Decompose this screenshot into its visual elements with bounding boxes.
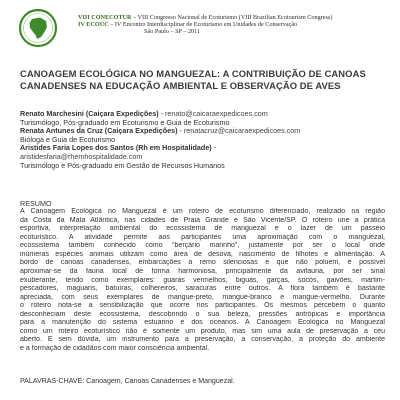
abstract-line: para a manutenção do sistema estuarino e dos oceanos. A Canoagem Ecológica no Manguezal	[20, 319, 385, 327]
author-bio: Bióloga e Guia de Ecoturismo	[20, 134, 116, 144]
abstract-body	[20, 208, 385, 354]
author-email[interactable]: aristidesfaria@rhemhospitalidade.com	[20, 151, 143, 161]
keywords: PALAVRAS-CHAVE: Canoagem, Canoas Canadenses e Manguezal.	[20, 378, 235, 385]
conecotur-logo-icon	[18, 8, 58, 48]
abstract-line: bordo de canoas canadenses, embarcações a remo silenciosas e que não poluem, é possível	[20, 259, 385, 267]
abstract-line: e a formação de cidadãos com maior consciência ambiental.	[20, 345, 210, 352]
abstract-line: inúmeras espécies animais utilizam como área de desova, nascimento de filhotes e alimentação. A	[20, 250, 385, 258]
author-bio: Turismólogo, Pós-graduado em Ecoturismo e Guia de Ecoturismo	[20, 117, 230, 127]
author-name: Renata Antunes da Cruz (Caiçara Expedições)	[20, 126, 178, 136]
author-1: Renato Marchesini (Caiçara Expedições) - renato@caicaraexpedicoes.com	[20, 109, 268, 118]
conference-name-2: IV ECOUC	[78, 21, 109, 29]
conference-location: São Paulo – SP – 2011	[144, 28, 201, 36]
author-email[interactable]: renato@caicaraexpedicoes.com	[165, 109, 268, 118]
abstract-line: aproximar-se da fauna local de forma harmoniosa, principalmente da avifauna, por ser sinal	[20, 267, 385, 275]
author-name: Renato Marchesini (Caiçara Expedições)	[20, 109, 159, 118]
abstract-line: esportiva, interpretação ambiental do ecossistema de manguezal e o lazer de um passeio	[20, 225, 385, 233]
conference-header	[18, 6, 388, 46]
abstract-line: A Canoagem Ecológica no Manguezal é um roteiro de ecoturismo diferenciado, realizado na região	[20, 208, 385, 215]
author-list	[20, 110, 385, 170]
abstract-line: ecoturístico. A atividade permite aos participantes uma aproximação com o manguezal,	[20, 233, 385, 241]
author-bio: Turismólogo e Pós-graduado em Gestão de Recursos Humanos	[20, 160, 225, 170]
abstract-line: ecossistema também conhecido como “berçário marinho”, justamente por ser o local onde	[20, 242, 385, 250]
abstract-heading: RESUMO	[20, 199, 52, 208]
abstract-line: da Costa da Mata Atlântica, nas cidades de Praia Grande e São Vicente/SP. O roteiro une a prática	[20, 216, 385, 224]
abstract-line: o roteiro nota-se a sensibilização que ocorre nos participantes. Os mesmos percebem o quanto	[20, 302, 385, 310]
author-2: Renata Antunes da Cruz (Caiçara Expedições) - renatacruz@caicaraexpedicoes.com	[20, 126, 301, 136]
abstract-line: pescadores, maguaris, batuíras, colhereiros, saracuras entre outros. A flora também é bastante	[20, 285, 385, 293]
conference-name-1: VIII CONECOTUR	[78, 14, 132, 21]
abstract-line: apreciada, com seus exemplares de mangue-preto, mangue-branco e mangue-vermelho. Durante	[20, 293, 385, 301]
paper-title: CANOAGEM ECOLÓGICA NO MANGUEZAL: A CONTRIBUIÇÃO DE CANOAS CANADENSES NA EDUCAÇÃO AMBIENTAL E OBSERVAÇÃO DE AVES	[20, 68, 366, 91]
author-email[interactable]: renatacruz@caicaraexpedicoes.com	[183, 126, 301, 136]
abstract-line: aberto. É sem dúvida, um instrumento para a preservação, a conservação, a proteção do ambiente	[20, 336, 385, 344]
conference-desc-1: – VIII Congresso Nacional de Ecoturismo (VIII Brazilian Ecotourism Congress)	[133, 14, 333, 21]
conference-info	[78, 14, 388, 36]
abstract-line: como um roteiro ecoturístico não é somente um produto, mas sim uma aula de preservação a céu	[20, 327, 385, 335]
abstract-line: desconheciam deste ecossistema, descobrindo o sua beleza, pressões antrópicas e importância	[20, 310, 385, 318]
abstract-line: exuberante, tendo como exemplares: guarás vermelhos, biguás, garças, socós, gaivões, martim-	[20, 276, 385, 284]
author-name: Aristides Faria Lopes dos Santos (Rh em Hospitalidade)	[20, 143, 212, 153]
author-3: Aristides Faria Lopes dos Santos (Rh em Hospitalidade) -	[20, 143, 217, 153]
conference-desc-2: – IV Encontro Interdisciplinar de Ecoturismo em Unidades de Conservação	[110, 21, 298, 29]
